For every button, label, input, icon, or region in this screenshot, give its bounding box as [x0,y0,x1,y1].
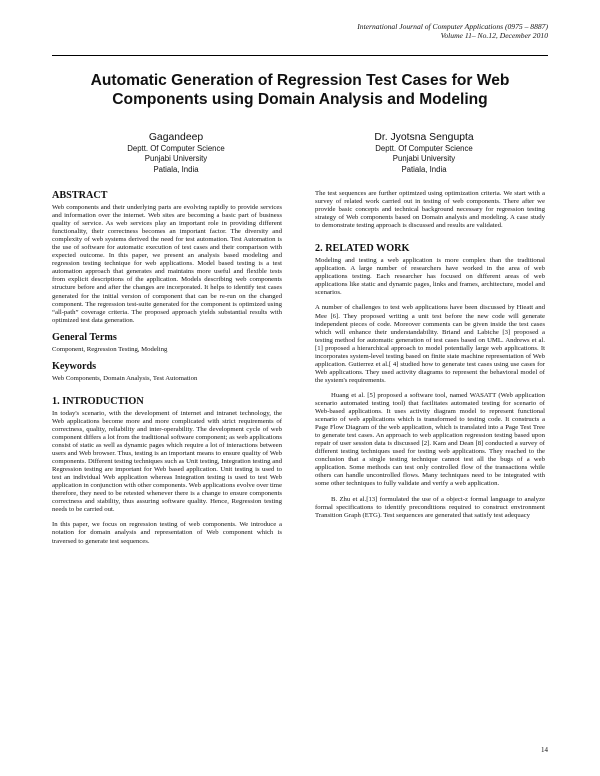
right-column [315,190,545,527]
author-dept: Deptt. Of Computer Science [127,144,225,153]
related-work-paragraph-3: Huang et al. [5] proposed a software tool, named WASATT (Web application scenario automated testing tool) that facilitates automated testing for scenario of Web-based applications. It uses activity diagram model to represent functional scenario of web applications which is transformed to testing code. It constructs a Page Flow Diagram of the web application, which is translated into a Page Test Tree to generate test cases. An approach to web application regression testing based upon repair of user session data is discussed [2]. Kam and Dean [8] conducted a survey of different testing techniques used for testing web applications. They reached to the conclusion that a single testing technique cannot test all the bugs of a web application. Some methods can test only controlled flow of the transactions while others can handle uncontrolled flows. Many techniques need to be integrated with some other techniques to fully validate and verify a web application. [315,391,545,488]
keywords-heading: Keywords [52,360,97,372]
title-line-1: Automatic Generation of Regression Test Cases for Web [90,72,510,89]
author-city: Patiala, India [153,164,199,174]
general-terms-heading: General Terms [52,331,117,343]
author-name: Dr. Jyotsna Sengupta [374,132,474,143]
title-line-2: Components using Domain Analysis and Modeling [112,91,488,108]
introduction-heading: 1. INTRODUCTION [52,395,144,407]
paper-title [40,71,560,109]
header-rule [52,55,548,56]
journal-volume: Volume 11– No.12, December 2010 [440,31,548,40]
page-number: 14 [541,746,548,754]
abstract-heading: ABSTRACT [52,190,108,201]
author-name: Gagandeep [148,132,204,143]
author-block-1 [66,131,286,175]
journal-name: International Journal of Computer Applications (0975 – 8887) [357,22,548,31]
author-city: Patiala, India [401,164,447,174]
related-work-paragraph-4: B. Zhu et al.[13] formulated the use of a object-z formal language to analyze formal specifications to identify preconditions required to construct environment Transition Graph (ETG). Test sequences are generated that satisfy test adequacy [315,495,545,519]
related-work-paragraph-2: A number of challenges to test web applications have been discussed by Hieatt and Mee [6]. They proposed writing a unit test before the new code will generate independent pieces of code. Moreover comments can be given inside the test cases which will enhance their understandability. Briand and Labiche [3] proposed a testing method for automatic generation of test cases based on UML. Andrews et al.[1] proposed a hierarchical approach to model potentially large web applications. It incorporates system-level testing based on finite state machine representation of Web application. Gutierrez et al.[ 4] studied how to generate test cases using use cases for Web applications. They used activity diagrams to represent the behavioral model of the system's requirements. [315,304,545,384]
abstract-text: Web components and their underlying parts are evolving rapidly to provide services and information over the internet. Web sites are becoming a basic part of business quality of service. As web services play an important role in providing different functionality, their correctness becomes an important factor. The diversity and complexity of web systems derived the need for test automation. Test Automation is the use of software for automatic execution of test cases and their comparison with expected outcome. In this paper, we present an analysis based modeling and regression testing technique for web applications. Model based testing is a test automation approach that generates and maintains more useful and flexible tests from explicit descriptions of the application. Models describing web components structure before and after the changes are incorporated. It helps to identify test cases generated for the initial version of component that can be re-run on the changed component. The regression test-suite generated for the component is optimized using “all-path” coverage criteria. The proposed approach yields substantial results with optimized test data generation. [52,204,282,324]
general-terms-text: Component, Regression Testing, Modeling [52,345,168,353]
keywords-text: Web Components, Domain Analysis, Test Automation [52,374,198,382]
author-block-2 [314,131,534,175]
author-univ: Punjabi University [392,154,456,164]
introduction-paragraph-1: In today's scenario, with the development of internet and intranet technology, the Web applications become more and more complicated with strict requirements of correctness, quality, reliability and inter-operability. The development cycle of web component differs a lot from the traditional software component; as web applications consist of static as well as dynamic pages which require a lot of interactions between users and Web browser. Thus, testing is an important means to ensure quality of Web components. Different testing techniques such as Unit testing, Integration testing and Regression testing are important for Web based application. Unit testing is used to test an individual Web application whereas Integration testing is used to test Web application in conjunction with other components. Web applications evolve over time therefore, they need to be retested whenever there is a change to ensure components correctness and stability, thus assuring software quality. Hence, Regression testing needs to be carried out. [52,409,282,514]
author-univ: Punjabi University [144,154,208,164]
author-dept: Deptt. Of Computer Science [375,144,473,153]
intro-continued-paragraph: The test sequences are further optimized using optimization criteria. We start with a survey of related work carried out in testing of web components. There after we provide basic concepts and technical background necessary for regression testing strategy of Web components based on Domain analysis and modeling. A case study to demonstrate testing approach is discussed and results are validated. [315,190,545,230]
related-work-heading: 2. RELATED WORK [315,243,410,255]
related-work-paragraph-1: Modeling and testing a web application is more complex than the traditional application. A large number of researchers have worked in the area of web applications testing. Each researcher has focused on different areas of web applications like static and dynamic pages, links and frames, architecture, model and scenarios. [315,257,545,297]
journal-header [357,22,548,40]
introduction-paragraph-2: In this paper, we focus on regression testing of web components. We introduce a notation for domain analysis and representation of Web component which is traversed to generate test sequences. [52,521,282,545]
left-column [52,190,282,553]
